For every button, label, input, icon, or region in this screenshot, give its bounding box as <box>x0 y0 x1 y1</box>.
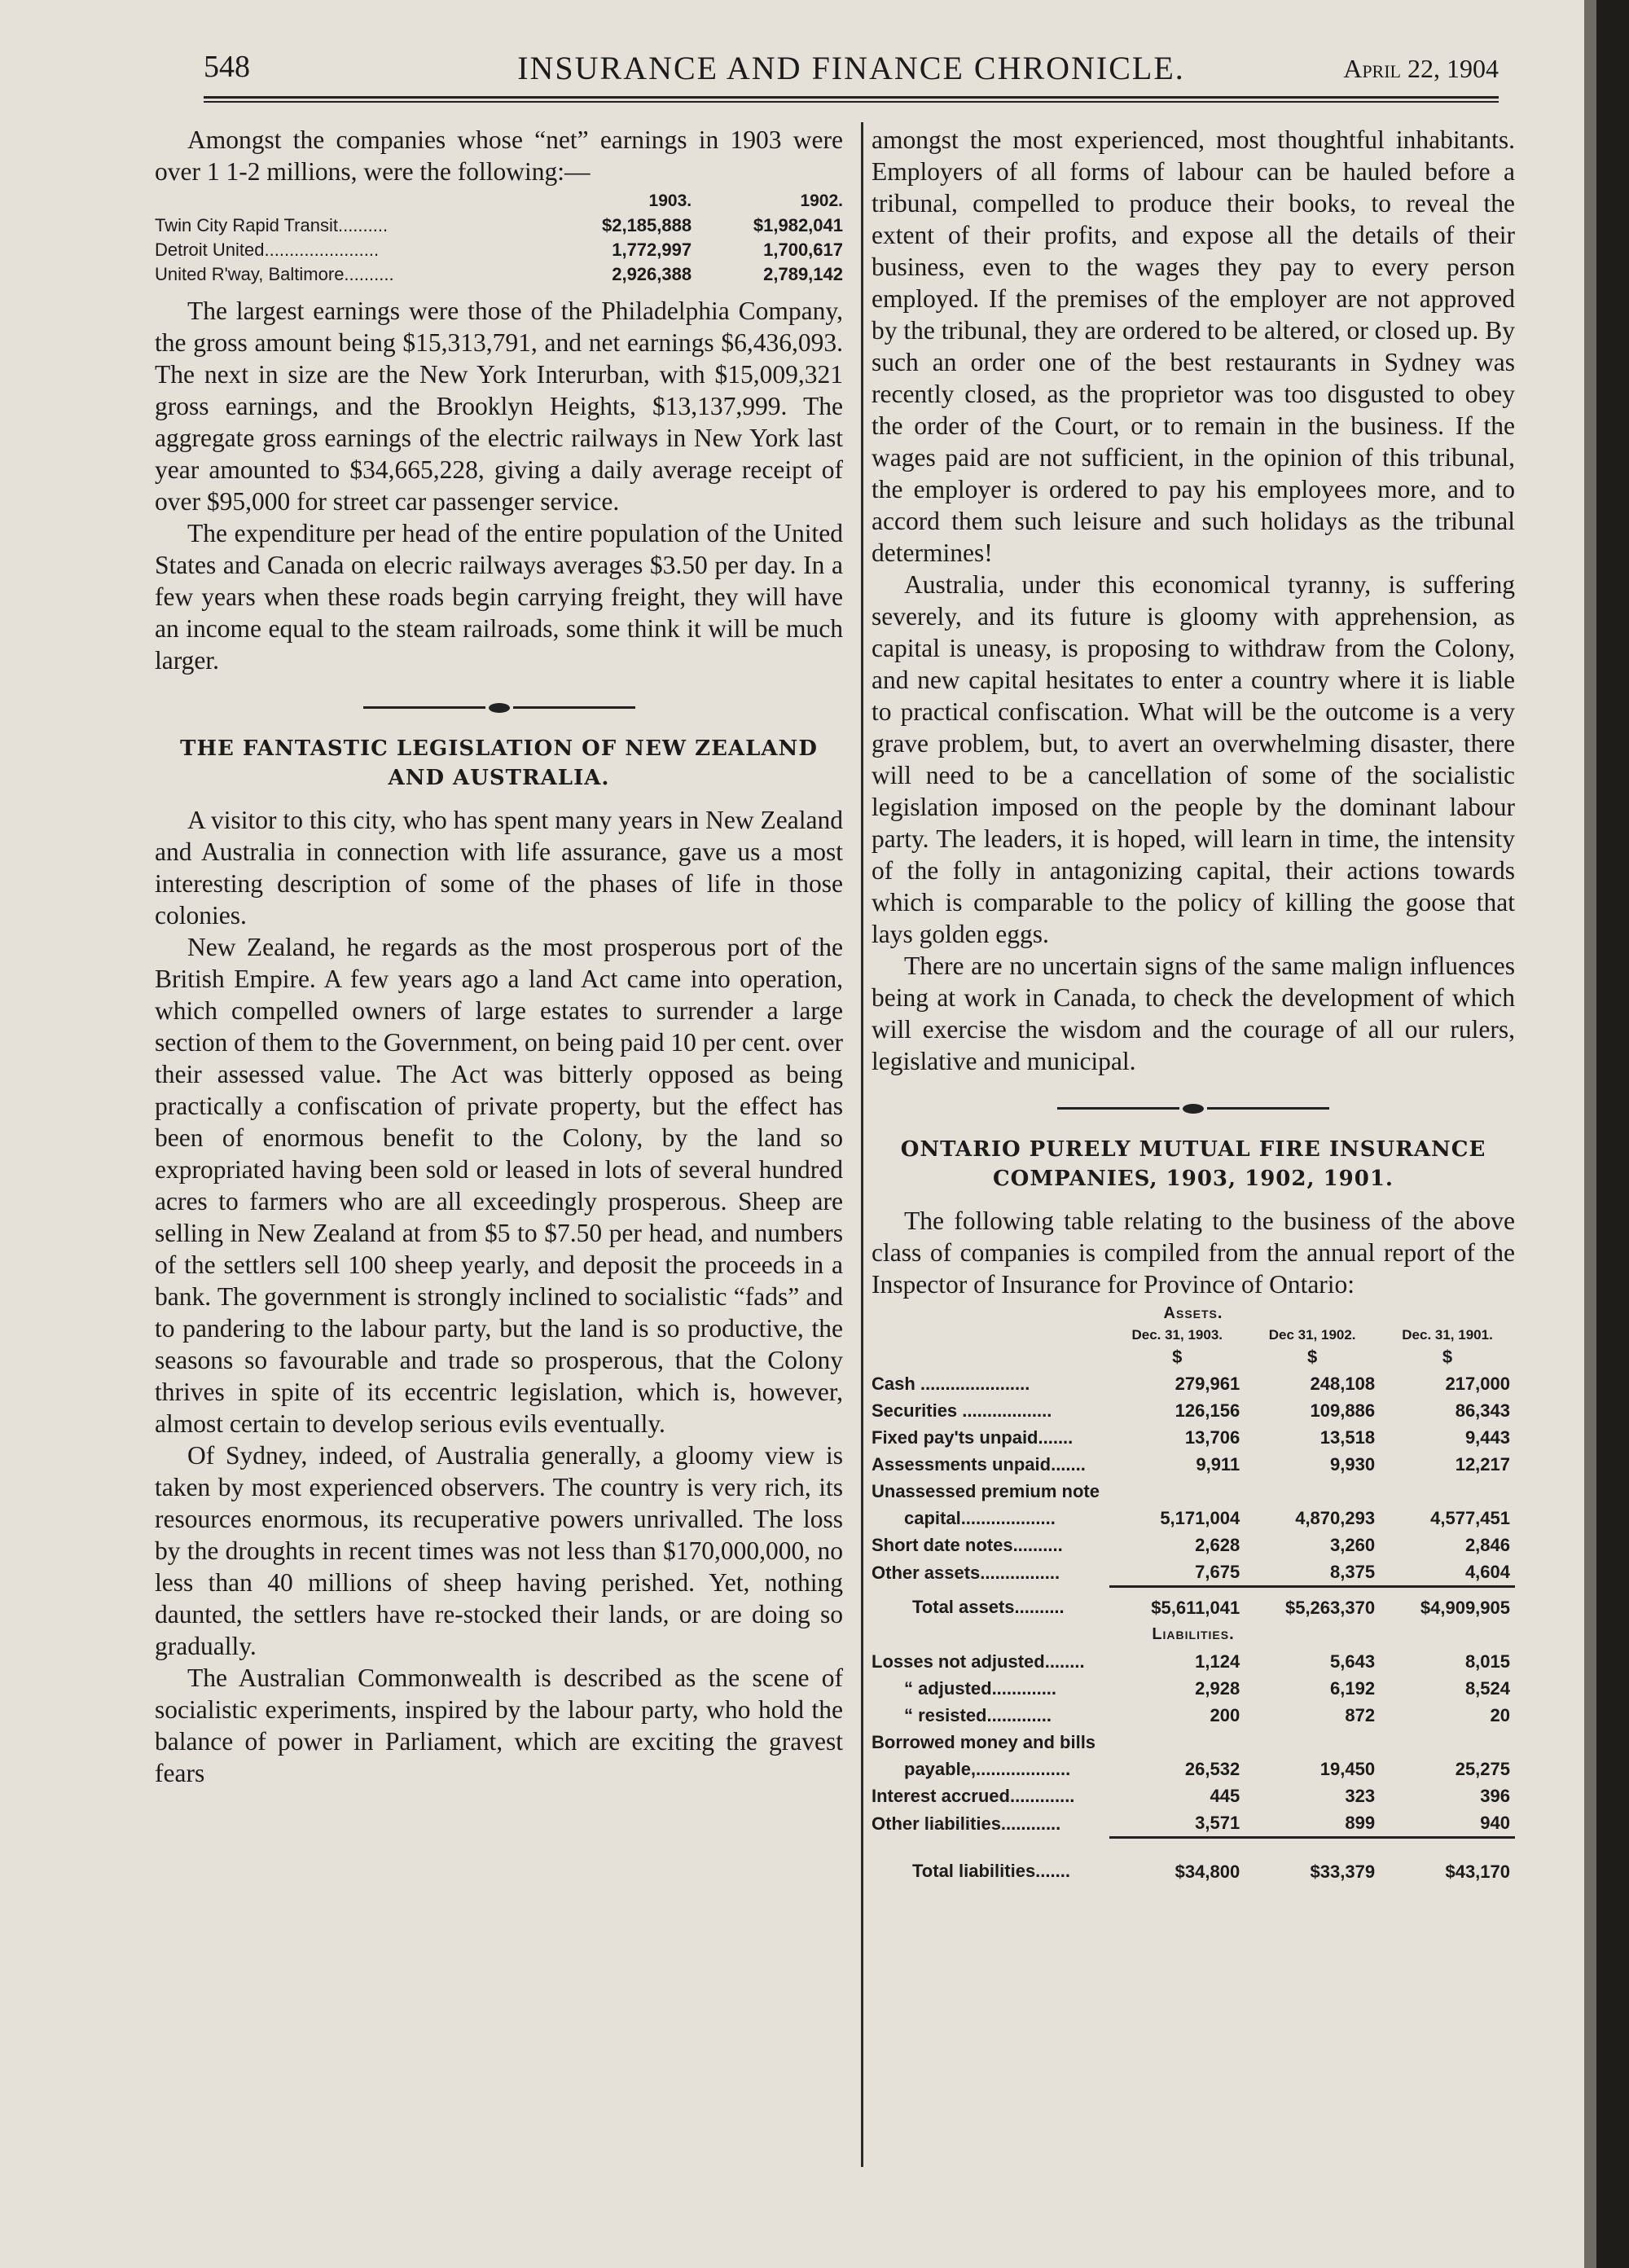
cell-value: 9,911 <box>1196 1454 1240 1475</box>
cell-value: $5,611,041 <box>1109 1587 1245 1622</box>
earnings-value: 1,700,617 <box>763 240 843 260</box>
cell-value <box>1245 1478 1380 1505</box>
cell-value: $43,170 <box>1380 1838 1515 1886</box>
cell-value: $34,800 <box>1109 1838 1245 1886</box>
cell-value: 8,524 <box>1464 1678 1510 1699</box>
row-label: payable,................... <box>904 1759 1071 1779</box>
row-label: capital................... <box>904 1508 1056 1528</box>
cell-value <box>1109 1729 1245 1756</box>
currency-mark: $ <box>1172 1347 1183 1367</box>
paragraph: Australia, under this economical tyranny, is suffering severely, and its future is gloomy with apprehension, as capital is uneasy, is proposing to withdraw from the Colony, and new capital hesitates to enter a country where it is liable to practical confiscation. What will be the outcome is a very grave problem, but, to avert an overwhelming disaster, there will need to be a cancellation of some of the socialistic legislation imposed on the people by the dominant labour party. The leaders, it is hoped, will learn in time, the intensity of the folly in antagonizing capital, their actions towards which is comparable to the policy of killing the goose that lays golden eggs. <box>872 570 1515 948</box>
row-label: “ resisted............. <box>904 1705 1052 1725</box>
cell-value: 940 <box>1480 1813 1510 1833</box>
earnings-intro: Amongst the companies whose “net” earnings in 1903 were over 1 1-2 millions, were the following:— <box>155 125 843 186</box>
row-label: Fixed pay'ts unpaid....... <box>872 1427 1074 1448</box>
cell-value: 2,846 <box>1464 1535 1510 1555</box>
cell-value: 7,675 <box>1195 1562 1240 1582</box>
table-row <box>872 1809 1515 1838</box>
cell-value: 396 <box>1480 1786 1510 1806</box>
earnings-row <box>155 262 843 287</box>
cell-value: 4,604 <box>1464 1562 1510 1582</box>
col-head-1902: Dec 31, 1902. <box>1268 1327 1356 1343</box>
cell-value: 872 <box>1345 1705 1376 1725</box>
table-row <box>872 1782 1515 1809</box>
cell-value <box>1380 1478 1515 1505</box>
cell-value: 1,124 <box>1195 1651 1240 1672</box>
col-head-1901: Dec. 31, 1901. <box>1402 1327 1493 1343</box>
cell-value: 8,375 <box>1330 1562 1376 1582</box>
row-label: “ adjusted............. <box>904 1678 1057 1699</box>
table-row <box>872 1424 1515 1451</box>
table-row <box>872 1702 1515 1729</box>
row-label: Total liabilities....... <box>912 1861 1070 1882</box>
cell-value: 5,643 <box>1330 1651 1376 1672</box>
section-ornament <box>155 689 843 721</box>
cell-value: 217,000 <box>1445 1374 1510 1394</box>
earnings-col-1903: 1903. <box>648 191 692 210</box>
right-column <box>872 124 1515 1885</box>
assets-title: Assets. <box>1163 1304 1223 1322</box>
cell-value: 323 <box>1345 1786 1376 1806</box>
table-row <box>872 1648 1515 1675</box>
cell-value: 9,443 <box>1464 1427 1510 1448</box>
cell-value: 5,171,004 <box>1160 1508 1240 1528</box>
earnings-table <box>155 189 843 287</box>
ontario-financial-table <box>872 1300 1515 1885</box>
cell-value: $5,263,370 <box>1245 1587 1380 1622</box>
row-label: Total assets.......... <box>912 1597 1065 1618</box>
cell-value: 3,571 <box>1195 1813 1240 1833</box>
section-ornament <box>872 1090 1515 1122</box>
cell-value: 19,450 <box>1319 1759 1376 1779</box>
facing-page-edge <box>1596 0 1629 2268</box>
total-assets-row <box>872 1587 1515 1622</box>
paragraph: There are no uncertain signs of the same malign influences being at work in Canada, to check the development of which will exercise the wisdom and the courage of all our rulers, legislative and municipal. <box>872 952 1515 1075</box>
cell-value: 200 <box>1210 1705 1240 1725</box>
table-row <box>872 1478 1515 1505</box>
section-heading-new-zealand: THE FANTASTIC LEGISLATION OF NEW ZEALAND AND AUSTRALIA. <box>180 736 818 790</box>
assets-rows <box>872 1370 1515 1587</box>
cell-value: 6,192 <box>1330 1678 1376 1699</box>
earnings-company: Detroit United....................... <box>155 240 380 260</box>
cell-value: 26,532 <box>1184 1759 1240 1779</box>
paragraph: Of Sydney, indeed, of Australia generally, a gloomy view is taken by most experienced observers. The country is very rich, its resources enormous, its recuperative powers unrivalled. The loss by the droughts in recent times was not less than $170,000,000, no less than 40 millions of sheep having perished. Yet, nothing daunted, the settlers have re-stocked their lands, or are doing so gradually. <box>155 1441 843 1660</box>
page-number: 548 <box>204 50 250 84</box>
cell-value: 899 <box>1345 1813 1376 1833</box>
currency-mark: $ <box>1442 1347 1453 1367</box>
row-label: Other liabilities............ <box>872 1813 1061 1834</box>
row-label: Cash ...................... <box>872 1374 1030 1394</box>
row-label: Other assets................ <box>872 1562 1060 1583</box>
left-column <box>155 124 843 1789</box>
earnings-value: 2,789,142 <box>763 264 843 284</box>
column-divider <box>861 122 863 2167</box>
row-label: Securities .................. <box>872 1400 1052 1421</box>
paragraph: The expenditure per head of the entire population of the United States and Canada on elecric railways averages $3.50 per day. In a few years when these roads begin carrying freight, they will have an income equal to the steam railroads, some think it will be much larger. <box>155 519 843 675</box>
table-row <box>872 1558 1515 1587</box>
row-label: Interest accrued............. <box>872 1786 1075 1806</box>
cell-value: 279,961 <box>1175 1374 1240 1394</box>
table-row <box>872 1451 1515 1478</box>
cell-value: 4,577,451 <box>1430 1508 1510 1528</box>
table-row <box>872 1756 1515 1782</box>
paragraph: The following table relating to the business of the above class of companies is compiled from the annual report of the Inspector of Insurance for Province of Ontario: <box>872 1207 1515 1299</box>
earnings-col-1902: 1902. <box>800 191 843 210</box>
liabilities-title: Liabilities. <box>1152 1625 1235 1643</box>
cell-value: 13,518 <box>1319 1427 1376 1448</box>
cell-value: $4,909,905 <box>1380 1587 1515 1622</box>
cell-value: 20 <box>1490 1705 1510 1725</box>
cell-value: 12,217 <box>1455 1454 1510 1475</box>
col-head-1903: Dec. 31, 1903. <box>1131 1327 1223 1343</box>
cell-value <box>1380 1729 1515 1756</box>
cell-value <box>1245 1729 1380 1756</box>
page-header <box>204 42 1499 99</box>
cell-value: 9,930 <box>1330 1454 1376 1475</box>
row-label: Borrowed money and bills <box>872 1732 1096 1752</box>
cell-value: 13,706 <box>1184 1427 1240 1448</box>
row-label: Unassessed premium note <box>872 1481 1100 1501</box>
liabilities-rows <box>872 1648 1515 1838</box>
cell-value: 109,886 <box>1310 1400 1376 1421</box>
cell-value: 2,628 <box>1195 1535 1240 1555</box>
paragraph: The Australian Commonwealth is described as the scene of socialistic experiments, inspired by the labour party, who hold the balance of power in Parliament, which are exciting the gravest fears <box>155 1664 843 1787</box>
cell-value: 248,108 <box>1310 1374 1376 1394</box>
earnings-row <box>155 238 843 262</box>
cell-value: 25,275 <box>1455 1759 1510 1779</box>
earnings-value: $2,185,888 <box>601 215 692 235</box>
earnings-value: 2,926,388 <box>612 264 692 284</box>
currency-mark: $ <box>1307 1347 1318 1367</box>
earnings-value: $1,982,041 <box>753 215 843 235</box>
table-row <box>872 1729 1515 1756</box>
row-label: Short date notes.......... <box>872 1535 1063 1555</box>
cell-value: 2,928 <box>1195 1678 1240 1699</box>
cell-value: 445 <box>1210 1786 1240 1806</box>
table-row <box>872 1370 1515 1397</box>
cell-value: 8,015 <box>1464 1651 1510 1672</box>
table-row <box>872 1397 1515 1424</box>
row-label: Losses not adjusted........ <box>872 1651 1085 1672</box>
earnings-row <box>155 213 843 238</box>
table-row <box>872 1675 1515 1702</box>
header-rule-thin <box>204 101 1499 103</box>
paragraph: amongst the most experienced, most thoughtful inhabitants. Employers of all forms of labour can be hauled before a tribunal, compelled to produce their books, to reveal the extent of their profits, and expose all the details of their business, even to the wages they pay to every person employed. If the premises of the employer are not approved by the tribunal, they are ordered to be altered, or closed up. By such an order one of the best restaurants in Sydney was recently closed, as the proprietor was too disgusted to obey the order of the Court, or to remain in the business. If the wages paid are not sufficient, in the opinion of this tribunal, the employer is ordered to pay his employees more, and to accord them such leisure and such holidays as the tribunal determines! <box>872 125 1515 567</box>
header-rule <box>204 96 1499 99</box>
earnings-company: Twin City Rapid Transit.......... <box>155 215 389 235</box>
paragraph: A visitor to this city, who has spent many years in New Zealand and Australia in connection with life assurance, gave us a most interesting description of some of the phases of life in those colonies. <box>155 806 843 930</box>
cell-value <box>1109 1478 1245 1505</box>
paragraph: New Zealand, he regards as the most prosperous port of the British Empire. A few years ago a land Act came into operation, which compelled owners of large estates to surrender a large section of them to the Government, on being paid 10 per cent. over their assessed value. The Act was bitterly opposed as being practically a confiscation of private property, but the effect has been of enormous benefit to the Colony, by the land so expropriated having been sold or leased in lots of several hundred acres to farmers who are all exceedingly prosperous. Sheep are selling in New Zealand at from $5 to $7.50 per head, and numbers of the settlers sell 100 sheep yearly, and deposit the proceeds in a bank. The government is strongly inclined to socialistic “fads” and to pandering to the labour party, but the land is so productive, the seasons so favourable and trade so prosperous, that the Colony thrives in spite of its eccentric legislation, which is, however, almost certain to develop serious evils eventually. <box>155 933 844 1438</box>
table-row <box>872 1532 1515 1558</box>
cell-value: 3,260 <box>1330 1535 1376 1555</box>
cell-value: 86,343 <box>1455 1400 1510 1421</box>
issue-date: April 22, 1904 <box>1343 54 1499 83</box>
section-heading-ontario: ONTARIO PURELY MUTUAL FIRE INSURANCE COMPANIES, 1903, 1902, 1901. <box>900 1137 1486 1191</box>
cell-value: 4,870,293 <box>1295 1508 1376 1528</box>
table-row <box>872 1505 1515 1532</box>
publication-title: INSURANCE AND FINANCE CHRONICLE. <box>517 50 1185 86</box>
cell-value: $33,379 <box>1245 1838 1380 1886</box>
cell-value: 126,156 <box>1175 1400 1240 1421</box>
earnings-value: 1,772,997 <box>612 240 692 260</box>
paragraph: The largest earnings were those of the Philadelphia Company, the gross amount being $15,313,791, and net earnings $6,436,093. The next in size are the New York Interurban, with $15,009,321 gross earnings, and the Brooklyn Heights, $13,137,999. The aggregate gross earnings of the electric railways in New York last year amounted to $34,665,228, giving a daily average receipt of over $95,000 for street car passenger service. <box>155 297 843 516</box>
earnings-company: United R'way, Baltimore.......... <box>155 264 394 284</box>
total-liabilities-row <box>872 1838 1515 1886</box>
row-label: Assessments unpaid....... <box>872 1454 1086 1475</box>
